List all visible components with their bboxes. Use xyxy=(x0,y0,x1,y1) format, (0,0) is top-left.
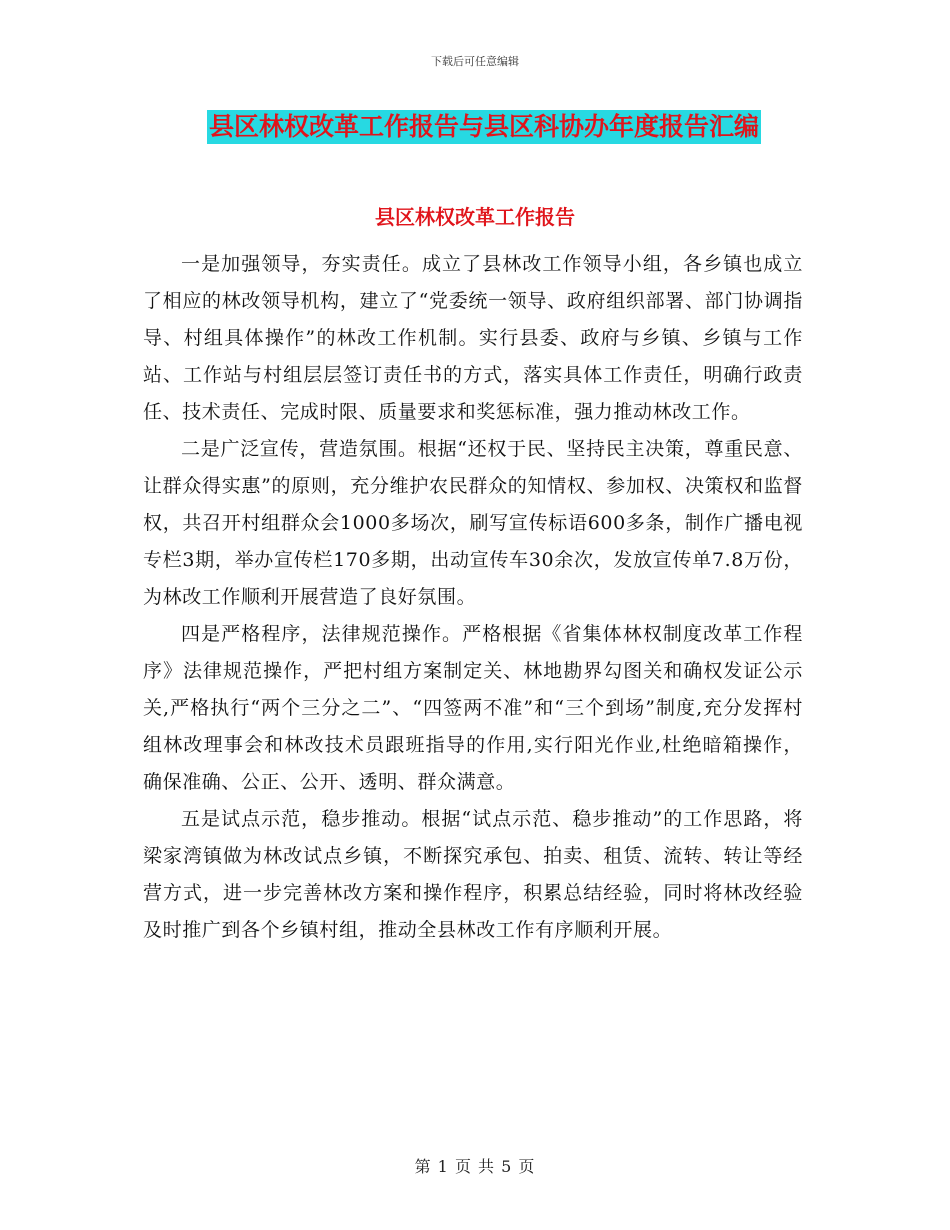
header-note: 下载后可任意编辑 xyxy=(431,55,519,68)
page-footer: 第 1 页 共 5 页 xyxy=(414,1157,536,1176)
paragraph-1: 一是加强领导，夯实责任。成立了县林改工作领导小组，各乡镇也成立了相应的林改领导机构，建立了“党委统一领导、政府组织部署、部门协调指导、村组具体操作”的林改工作机制。实行县委、政府与乡镇、乡镇与工作站、工作站与村组层层签订责任书的方式，落实具体工作责任，明确行政责任、技术责任、完成时限、质量要求和奖惩标准，强力推动林改工作。 xyxy=(143,253,803,423)
section-title: 县区林权改革工作报告 xyxy=(375,205,575,229)
paragraph-3: 四是严格程序，法律规范操作。严格根据《省集体林权制度改革工作程序》法律规范操作，严把村组方案制定关、林地勘界勾图关和确权发证公示关,严格执行“两个三分之二”、“四签两不准”和“三个到场”制度,充分发挥村组林改理事会和林改技术员跟班指导的作用,实行阳光作业,杜绝暗箱操作，确保准确、公正、公开、透明、群众满意。 xyxy=(143,623,803,793)
paragraph-4: 五是试点示范，稳步推动。根据“试点示范、稳步推动”的工作思路，将梁家湾镇做为林改试点乡镇，不断探究承包、拍卖、租赁、流转、转让等经营方式，进一步完善林改方案和操作程序，积累总结经验，同时将林改经验及时推广到各个乡镇村组，推动全县林改工作有序顺利开展。 xyxy=(143,808,803,941)
main-title-container xyxy=(207,110,761,144)
main-title: 县区林权改革工作报告与县区科协办年度报告汇编 xyxy=(207,110,761,144)
paragraph-2: 二是广泛宣传，营造氛围。根据“还权于民、坚持民主决策，尊重民意、让群众得实惠”的原则，充分维护农民群众的知情权、参加权、决策权和监督权，共召开村组群众会1000多场次，刷写宣传标语600多条，制作广播电视专栏3期，举办宣传栏170多期，出动宣传车30余次，发放宣传单7.8万份，为林改工作顺利开展营造了良好氛围。 xyxy=(143,438,803,608)
document-body xyxy=(143,246,803,949)
